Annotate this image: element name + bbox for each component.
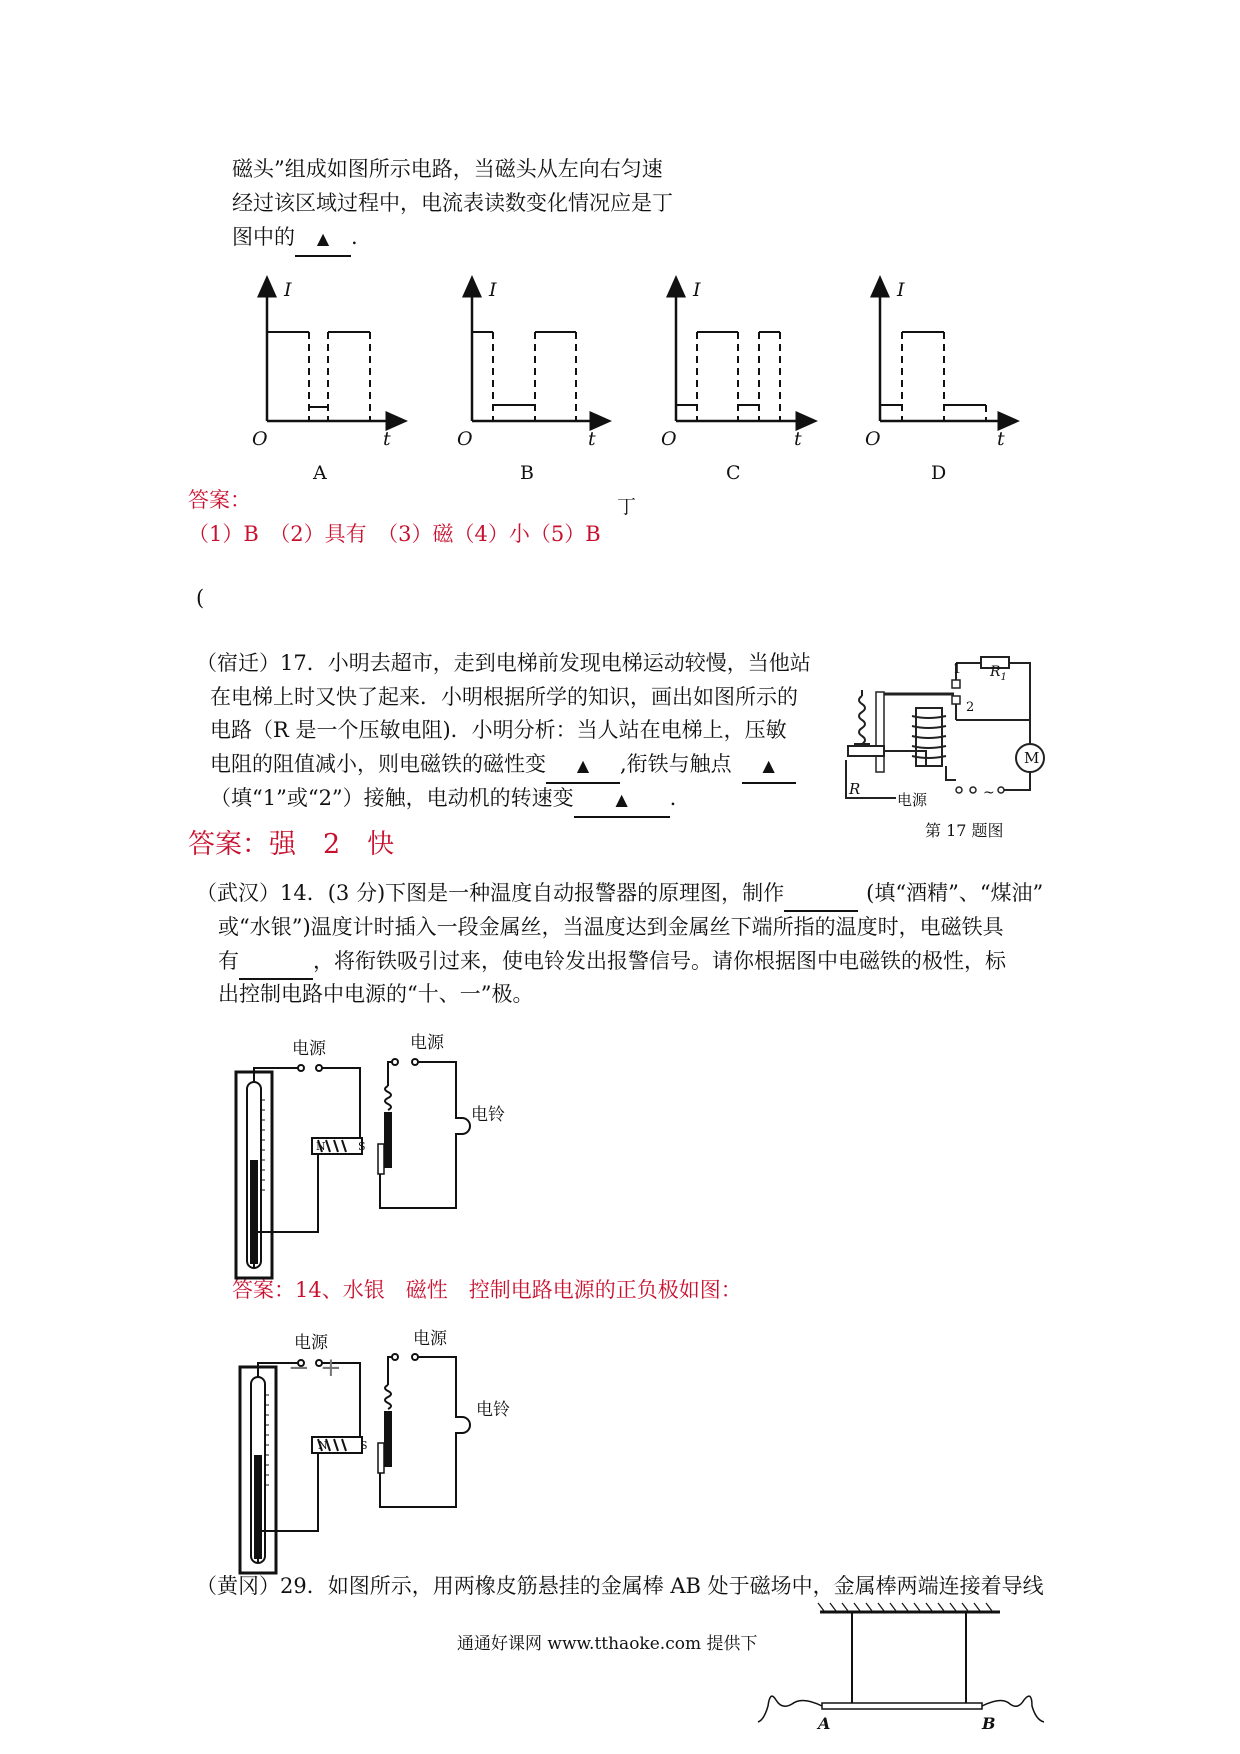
q14-fig1-source2: 电源 bbox=[410, 1033, 444, 1053]
graph-d-y-label: I bbox=[897, 279, 905, 301]
q14-alarm-diagram bbox=[234, 1040, 534, 1250]
q17-line3: 电路（R 是一个压敏电阻)．小明分析：当人站在电梯上，压敏 bbox=[210, 718, 787, 742]
graph-d-label: D bbox=[931, 462, 947, 484]
graph-a-x-label: t bbox=[383, 428, 391, 450]
q14-blank-1 bbox=[784, 877, 858, 912]
graph-d-origin: O bbox=[865, 428, 881, 450]
graphs-caption: 丁 bbox=[617, 496, 637, 518]
contact-1-label: 1 bbox=[953, 662, 962, 677]
q17-blank-3 bbox=[574, 782, 670, 818]
q14-line4: 出控制电路中电源的“十、一”极。 bbox=[218, 982, 534, 1006]
rod-end-a-label: A bbox=[818, 1714, 831, 1733]
graph-d-x-label: t bbox=[997, 428, 1005, 450]
graph-c bbox=[676, 285, 808, 421]
graph-c-x-label: t bbox=[794, 428, 802, 450]
q14-line2: 或“水银”)温度计时插入一段金属丝，当温度达到金属丝下端所指的温度时，电磁铁具 bbox=[218, 915, 1004, 939]
q14-fig2-source1: 电源 bbox=[294, 1333, 328, 1353]
q17-blank-1 bbox=[546, 748, 620, 784]
q14-line3-a: 有 bbox=[218, 949, 239, 973]
q17-line4-b: ,衔铁与触点 bbox=[620, 752, 732, 776]
q14-fig1-n-pole: N bbox=[316, 1140, 326, 1153]
graph-b-origin: O bbox=[457, 428, 473, 450]
footer-text: 通通好课网 www.tthaoke.com 提供下 bbox=[457, 1634, 758, 1654]
answer1-label: 答案： bbox=[188, 488, 251, 512]
q17-line4 bbox=[210, 748, 796, 784]
graph-b-y-label: I bbox=[489, 279, 497, 301]
answer-blank bbox=[295, 221, 351, 257]
r1-letter: R bbox=[990, 664, 1001, 680]
graph-a-origin: O bbox=[252, 428, 268, 450]
q14-line1-b: (填“酒精”、“煤油” bbox=[866, 881, 1044, 905]
triangle-icon: ▲ bbox=[316, 229, 330, 248]
motor-label: M bbox=[1024, 749, 1040, 767]
q17-source-label: 电源 bbox=[897, 791, 928, 809]
graph-c-origin: O bbox=[661, 428, 677, 450]
q14-line1 bbox=[196, 877, 1043, 912]
q17-line4-a: 电阻的阻值减小，则电磁铁的磁性变 bbox=[210, 752, 546, 776]
q14-fig2-bell: 电铃 bbox=[476, 1400, 510, 1420]
graph-d bbox=[880, 285, 1010, 421]
q14-fig1-source1: 电源 bbox=[292, 1039, 326, 1059]
q29-rod-diagram bbox=[760, 1600, 1060, 1750]
q14-fig1-s-pole: S bbox=[358, 1140, 366, 1153]
section1-line2: 经过该区域过程中，电流表读数变化情况应是丁 bbox=[232, 191, 673, 215]
stray-paren: ( bbox=[196, 586, 205, 610]
graph-b-label: B bbox=[520, 462, 534, 484]
ac-symbol: ~ bbox=[983, 785, 995, 801]
triangle-icon: ▲ bbox=[762, 756, 775, 775]
rod-end-b-label: B bbox=[982, 1714, 996, 1733]
r1-subscript: 1 bbox=[1000, 671, 1007, 683]
line3-prefix: 图中的 bbox=[232, 225, 295, 249]
current-graphs bbox=[0, 275, 1240, 475]
q14-line1-a: （武汉）14．(3 分)下图是一种温度自动报警器的原理图，制作 bbox=[196, 881, 785, 905]
answer1-text: （1）B （2）具有 （3）磁（4）小（5）B bbox=[188, 522, 601, 546]
r1-label bbox=[990, 664, 1007, 683]
graph-b bbox=[472, 285, 602, 421]
graph-b-x-label: t bbox=[588, 428, 596, 450]
q17-line5-a: （填“1”或“2”）接触，电动机的转速变 bbox=[210, 786, 574, 810]
pressure-resistor-label: R bbox=[849, 780, 861, 798]
q17-answer: 答案：强 2 快 bbox=[188, 829, 395, 860]
q14-line3-b: ，将衔铁吸引过来，使电铃发出报警信号。请你根据图中电磁铁的极性，标 bbox=[313, 949, 1006, 973]
line3-suffix: . bbox=[351, 225, 358, 249]
graph-a-y-label: I bbox=[284, 279, 292, 301]
graph-c-y-label: I bbox=[693, 279, 701, 301]
q14-blank-2 bbox=[239, 945, 313, 980]
q17-line1: （宿迁）17．小明去超市，走到电梯前发现电梯运动较慢，当他站 bbox=[196, 651, 811, 675]
q14-answer-diagram bbox=[234, 1335, 534, 1545]
triangle-icon: ▲ bbox=[615, 790, 628, 809]
q14-fig1-bell: 电铃 bbox=[471, 1105, 505, 1125]
q29-line1: （黄冈）29．如图所示，用两橡皮筋悬挂的金属棒 AB 处于磁场中，金属棒两端连接着导线 bbox=[196, 1574, 1044, 1598]
q14-fig2-source2: 电源 bbox=[413, 1329, 447, 1349]
minus-pole-label: − bbox=[288, 1353, 310, 1383]
q17-line5 bbox=[210, 782, 676, 818]
q17-line2: 在电梯上时又快了起来．小明根据所学的知识，画出如图所示的 bbox=[210, 685, 798, 709]
graph-c-label: C bbox=[726, 462, 741, 484]
q14-fig2-n-pole: N bbox=[318, 1439, 328, 1452]
q17-figure-caption: 第 17 题图 bbox=[925, 821, 1004, 840]
q14-line3 bbox=[218, 945, 1006, 980]
triangle-icon: ▲ bbox=[576, 756, 590, 775]
contact-2-label: 2 bbox=[966, 700, 975, 715]
section1-line1: 磁头”组成如图所示电路，当磁头从左向右匀速 bbox=[232, 157, 663, 181]
section1-line3 bbox=[232, 221, 358, 257]
graph-a bbox=[267, 285, 398, 421]
plus-pole-label: + bbox=[320, 1353, 342, 1383]
graph-a-label: A bbox=[313, 462, 327, 484]
q14-fig2-s-pole: S bbox=[360, 1439, 368, 1452]
q17-blank-2 bbox=[742, 748, 796, 784]
q17-line5-b: . bbox=[669, 786, 677, 810]
q14-answer: 答案：14、水银 磁性 控制电路电源的正负极如图： bbox=[232, 1278, 742, 1302]
